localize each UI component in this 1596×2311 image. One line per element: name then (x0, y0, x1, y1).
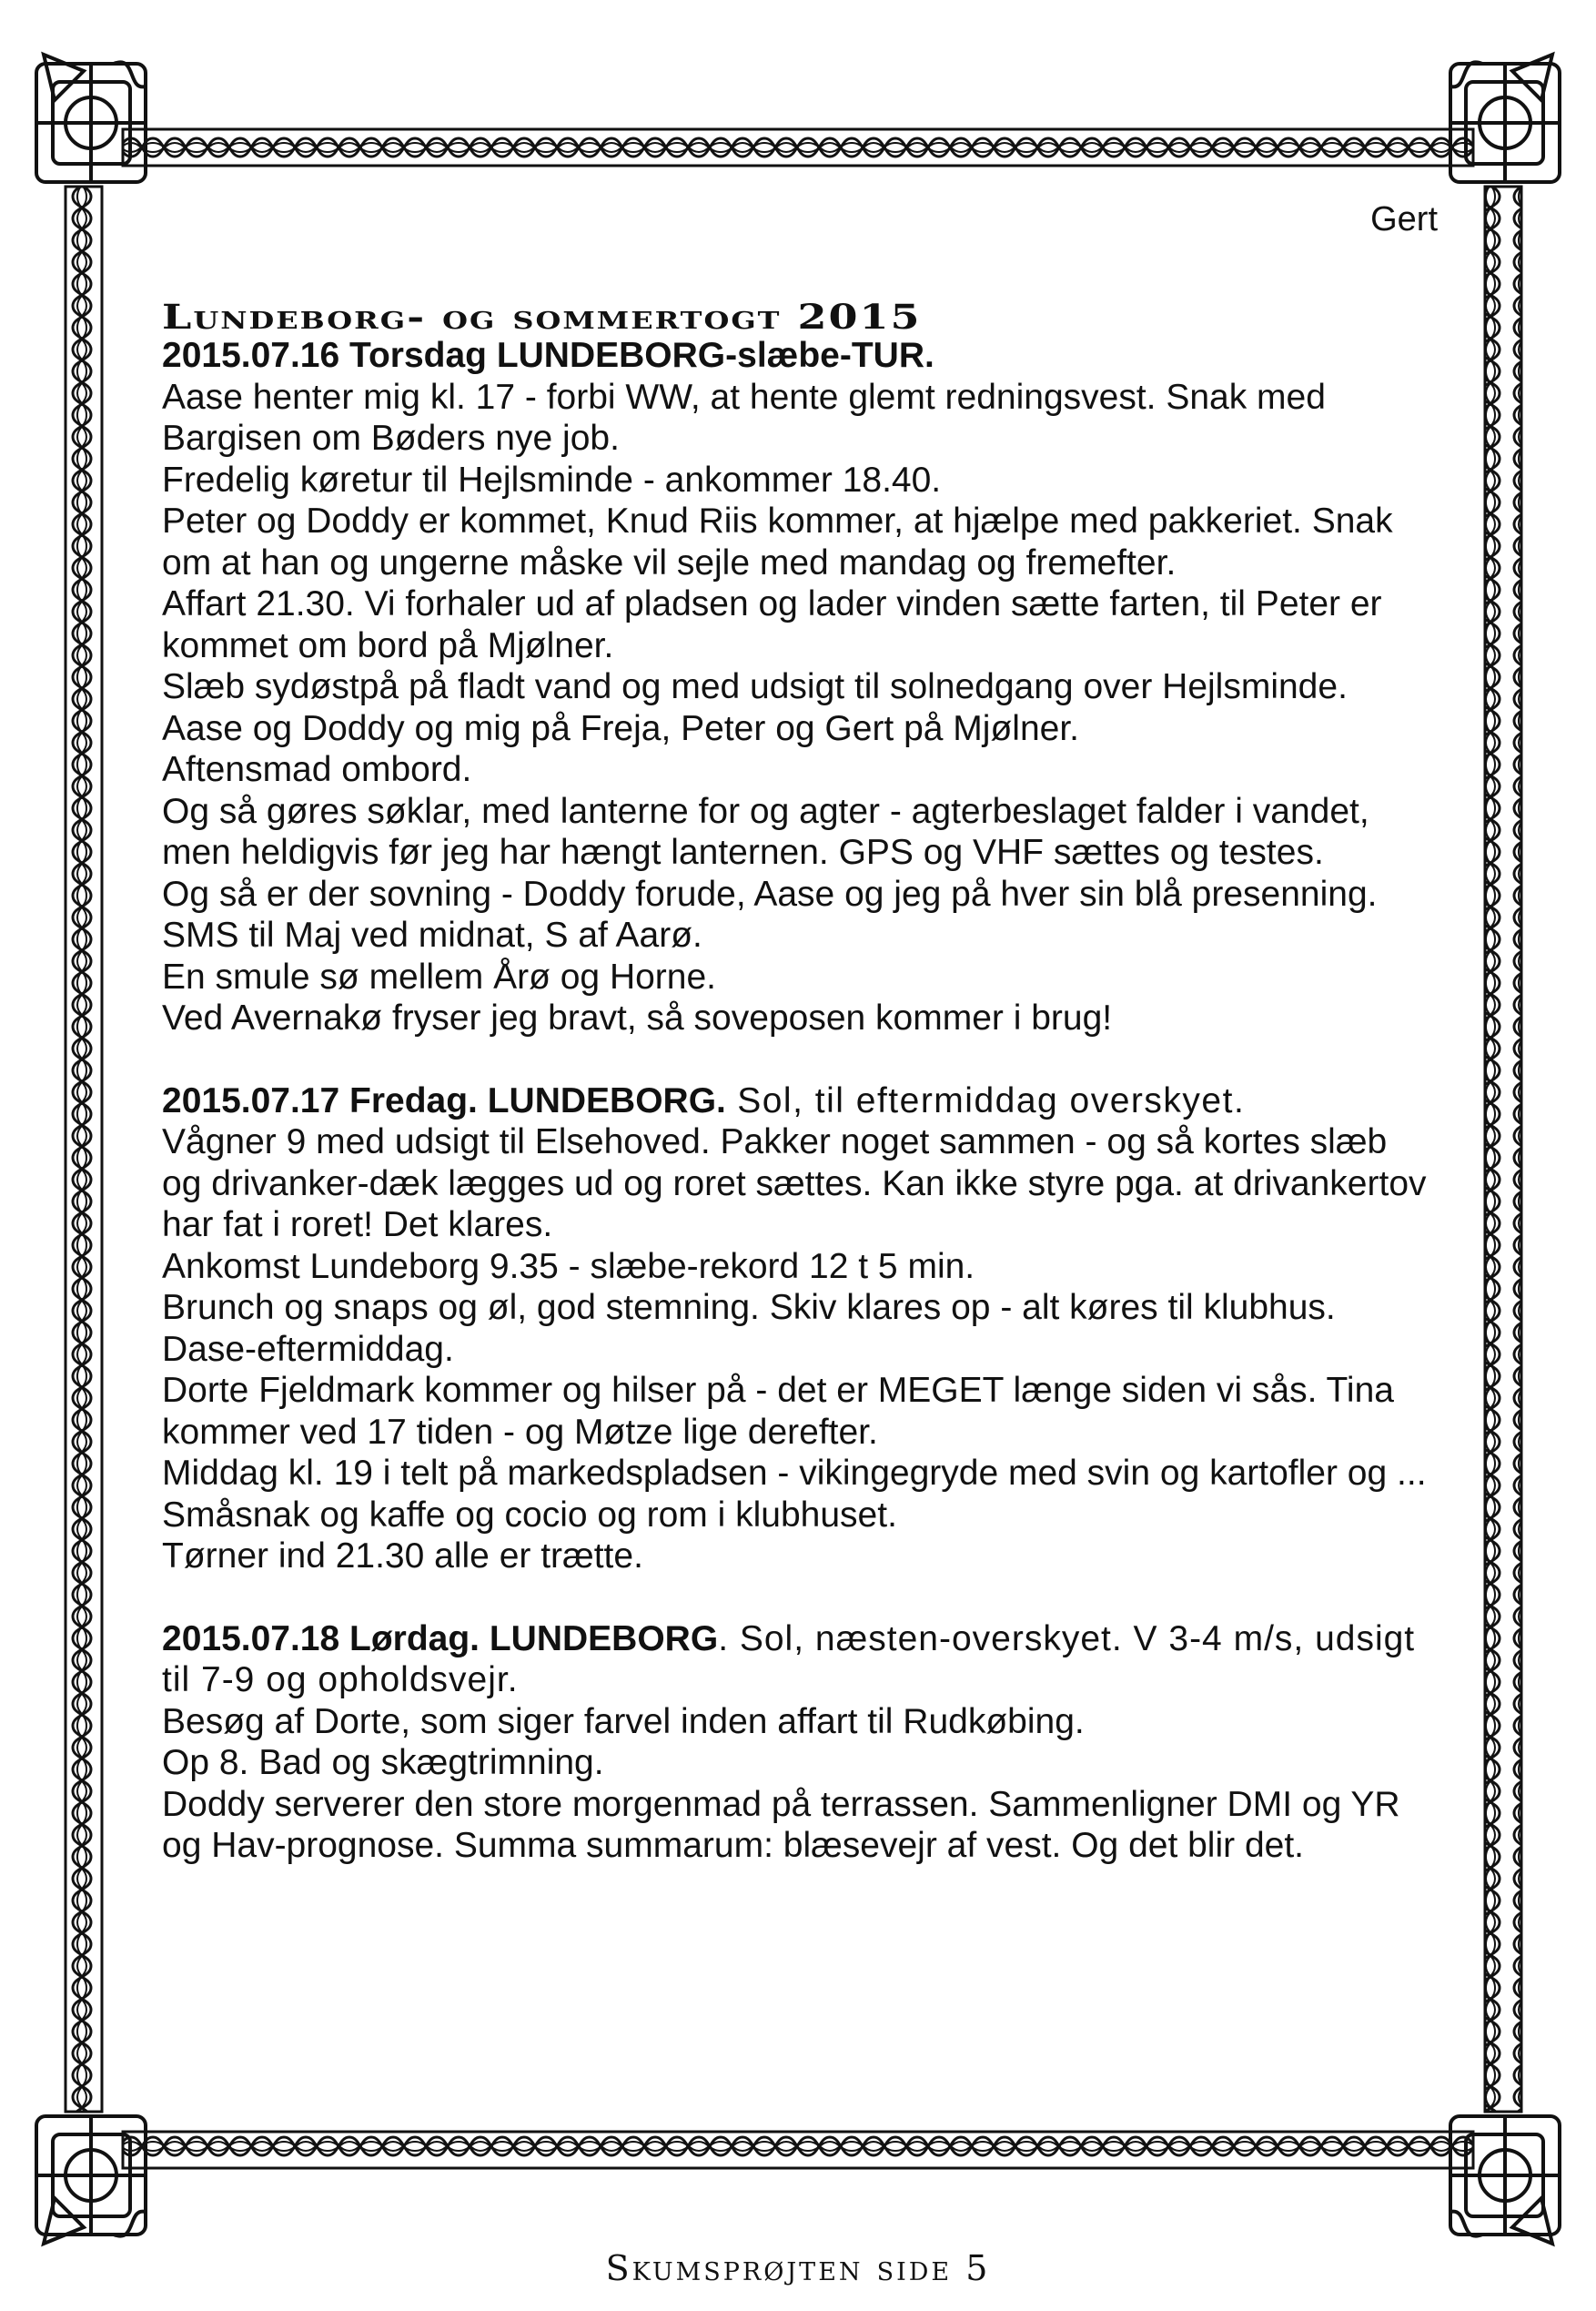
entry-paragraph: Aase henter mig kl. 17 - forbi WW, at hente glemt redningsvest. Snak med Bargisen om Bøders nye job. (162, 377, 1326, 458)
entry-paragraph: Vågner 9 med udsigt til Elsehoved. Pakker noget sammen - og så kortes slæb og drivanker-dæk lægges ud og roret sættes. Kan ikke styre pga. at drivankertov har fat i roret! Det klares. (162, 1122, 1427, 1244)
entry-date: 2015.07.17 Fredag. LUNDEBORG. (162, 1080, 726, 1120)
entry-paragraph: Slæb sydøstpå på fladt vand og med udsigt til solnedgang over Hejlsminde. Aase og Doddy og mig på Freja, Peter og Gert på Mjølner. (162, 667, 1348, 748)
log-content (162, 335, 1436, 1867)
entry-weather: . Sol, næsten-overskyet. V 3-4 m/s, udsigt til 7-9 og opholdsvejr. (162, 1618, 1416, 1699)
entry-paragraph: Dorte Fjeldmark kommer og hilser på - det er MEGET længe siden vi sås. Tina kommer ved 17 tiden - og Møtze lige derefter. (162, 1371, 1394, 1452)
border-bottom (123, 2132, 1473, 2168)
entry-paragraph: Tørner ind 21.30 alle er trætte. (162, 1536, 643, 1576)
entry-date: 2015.07.16 Torsdag LUNDEBORG-slæbe-TUR. (162, 336, 934, 375)
entry-paragraph: Besøg af Dorte, som siger farvel inden affart til Rudkøbing. (162, 1701, 1085, 1741)
log-entry (162, 335, 1436, 1039)
entry-header (162, 1080, 1436, 1122)
author-name: Gert (1370, 200, 1438, 238)
entry-paragraph: Ankomst Lundeborg 9.35 - slæbe-rekord 12 t 5 min. (162, 1246, 975, 1286)
log-entry (162, 1080, 1436, 1577)
corner-knot-top-right (1450, 55, 1560, 182)
entry-header (162, 1618, 1436, 1701)
entry-paragraph: Og så er der sovning - Doddy forude, Aase og jeg på hver sin blå presenning. SMS til Maj ved midnat, S af Aarø. (162, 874, 1378, 955)
border-top (123, 129, 1473, 166)
corner-knot-top-left (36, 55, 146, 182)
corner-knot-bottom-right (1450, 2116, 1560, 2244)
border-left (66, 187, 102, 2112)
entry-paragraph: Doddy serverer den store morgenmad på terrassen. Sammenligner DMI og YR og Hav-prognose. Summa summarum: blæsevejr af vest. Og det blir det. (162, 1784, 1400, 1865)
entry-paragraph: Småsnak og kaffe og cocio og rom i klubhuset. (162, 1495, 897, 1535)
entry-date: 2015.07.18 Lørdag. LUNDEBORG (162, 1618, 719, 1658)
entry-paragraph: Affart 21.30. Vi forhaler ud af pladsen og lader vinden sætte farten, til Peter er kommet om bord på Mjølner. (162, 584, 1382, 665)
page-footer: Skumsprøjten side 5 (605, 2248, 991, 2288)
entry-paragraph: Middag kl. 19 i telt på markedspladsen - vikingegryde med svin og kartofler og ... (162, 1454, 1427, 1493)
corner-knot-bottom-left (36, 2116, 146, 2244)
entry-header (162, 335, 1436, 377)
entry-paragraph: En smule sø mellem Årø og Horne. (162, 957, 717, 997)
border-right (1485, 187, 1521, 2112)
page-title: Lundeborg- og sommertogt 2015 (162, 296, 922, 337)
log-entry (162, 1618, 1436, 1867)
entry-paragraph: Op 8. Bad og skægtrimning. (162, 1743, 604, 1782)
entry-paragraph: Brunch og snaps og øl, god stemning. Skiv klares op - alt køres til klubhus. (162, 1288, 1336, 1327)
entry-paragraph: Dase-eftermiddag. (162, 1329, 454, 1369)
entry-paragraph: Aftensmad ombord. (162, 750, 472, 789)
entry-weather: Sol, til eftermiddag overskyet. (725, 1080, 1246, 1120)
entry-paragraph: Ved Avernakø fryser jeg bravt, så soveposen kommer i brug! (162, 998, 1113, 1038)
entry-paragraph: Peter og Doddy er kommet, Knud Riis kommer, at hjælpe med pakkeriet. Snak om at han og ungerne måske vil sejle med mandag og fremefter. (162, 502, 1393, 583)
entry-paragraph: Og så gøres søklar, med lanterne for og agter - agterbeslaget falder i vandet, men heldigvis før jeg har hængt lanternen. GPS og VHF sættes og testes. (162, 791, 1369, 872)
entry-paragraph: Fredelig køretur til Hejlsminde - ankommer 18.40. (162, 460, 942, 500)
